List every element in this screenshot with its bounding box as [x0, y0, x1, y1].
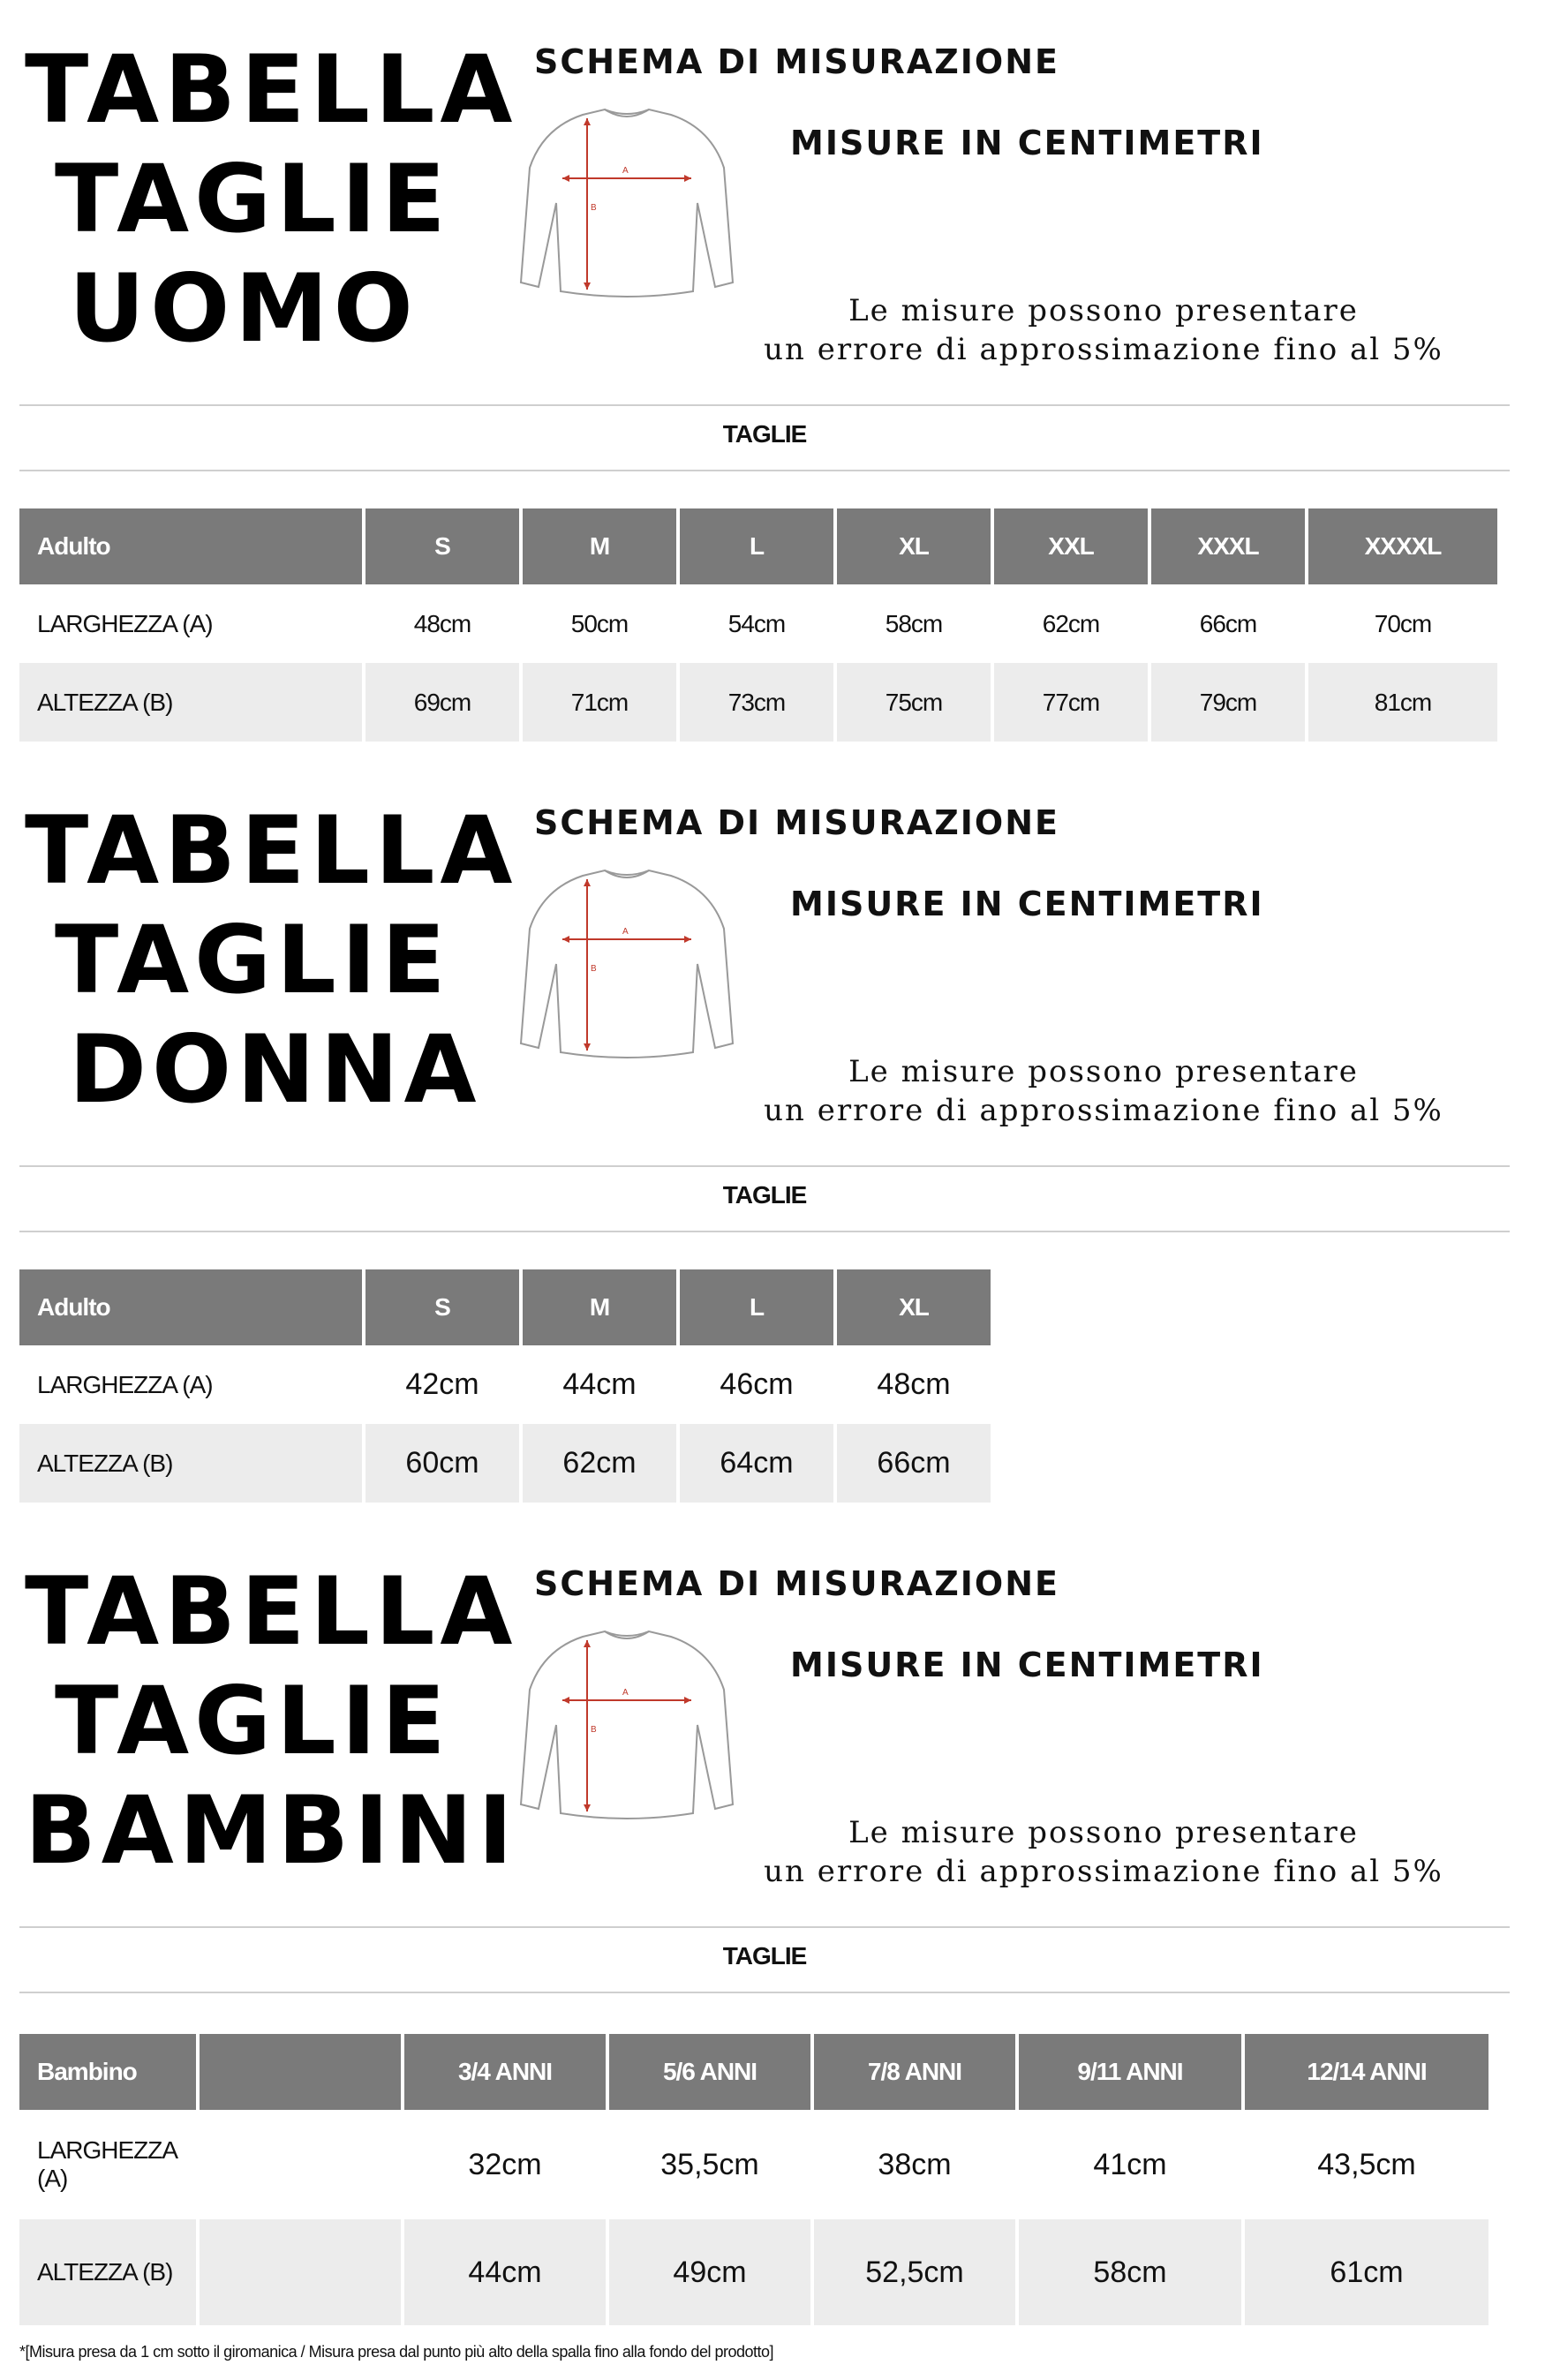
table-cell: 64cm [680, 1424, 833, 1503]
section-title [25, 796, 517, 1125]
note-line: un errore di approssimazione fino al 5% [764, 1093, 1443, 1128]
schema-label: SCHEMA DI MISURAZIONE [534, 1564, 1059, 1603]
header-cell: Adulto [19, 1269, 362, 1345]
header-cell: XL [837, 1269, 991, 1345]
title-line: TAGLIE [55, 1667, 451, 1775]
title-line: TABELLA [25, 1557, 518, 1666]
diagram-label-b: B [591, 964, 597, 974]
table-cell [200, 2110, 401, 2219]
table-cell [200, 2219, 401, 2325]
header-cell: L [680, 508, 833, 584]
header-cell: Adulto [19, 508, 362, 584]
footnote: *[Misura presa da 1 cm sotto il giromanica / Misura presa dal punto più alto della spalla fino alla fondo del prodotto] [19, 2343, 774, 2361]
table-cell: 70cm [1374, 609, 1432, 637]
section-title [25, 1557, 518, 1886]
table-cell: 52,5cm [814, 2219, 1015, 2325]
table-cell: 77cm [994, 663, 1148, 742]
row-label: ALTEZZA (B) [19, 2219, 196, 2325]
table-cell: 73cm [680, 663, 833, 742]
note-line: Le misure possono presentare [848, 1815, 1359, 1850]
table-cell: 69cm [366, 663, 519, 742]
table-cell: 43,5cm [1317, 2147, 1416, 2181]
note-line: Le misure possono presentare [848, 1054, 1359, 1089]
header-cell: M [523, 508, 676, 584]
section-title [25, 35, 517, 364]
table-cell: 60cm [366, 1424, 519, 1503]
table-cell: 66cm [1199, 609, 1257, 637]
note-line: un errore di approssimazione fino al 5% [764, 1854, 1443, 1889]
units-label: MISURE IN CENTIMETRI [790, 124, 1264, 162]
header-cell: M [523, 1269, 676, 1345]
header-cell [200, 2034, 401, 2110]
table-cell: 62cm [523, 1424, 676, 1503]
title-line: TABELLA [25, 796, 518, 905]
approximation-note [715, 1813, 1492, 1891]
header-cell: XL [837, 508, 991, 584]
title-line: UOMO [69, 254, 418, 363]
table-cell: 54cm [727, 609, 786, 637]
table-cell: 48cm [877, 1367, 951, 1401]
approximation-note [715, 1052, 1492, 1130]
table-cell: 66cm [837, 1424, 991, 1503]
shirt-diagram [516, 867, 737, 1070]
table-cell: 32cm [468, 2147, 542, 2181]
header-cell: 3/4 ANNI [404, 2034, 606, 2110]
table-cell: 41cm [1093, 2147, 1167, 2181]
size-table [16, 508, 1501, 742]
diagram-label-a: A [622, 927, 629, 937]
size-table [16, 2034, 1492, 2325]
table-cell: 81cm [1308, 663, 1497, 742]
table-cell: 49cm [609, 2219, 810, 2325]
table-cell: 38cm [878, 2147, 952, 2181]
diagram-label-b: B [591, 203, 597, 213]
shirt-diagram [516, 106, 737, 309]
table-row [19, 2110, 1488, 2219]
taglie-label: TAGLIE [722, 1181, 807, 1209]
header-cell: S [366, 1269, 519, 1345]
table-cell: 44cm [404, 2219, 606, 2325]
title-line: DONNA [69, 1015, 482, 1124]
taglie-label: TAGLIE [722, 1942, 807, 1970]
table-header-row [19, 2034, 1488, 2110]
table-row [19, 1345, 991, 1424]
units-label: MISURE IN CENTIMETRI [790, 885, 1264, 923]
approximation-note [715, 291, 1492, 369]
header-cell: XXXL [1151, 508, 1305, 584]
divider [19, 404, 1510, 406]
table-cell: 44cm [562, 1367, 637, 1401]
title-line: TAGLIE [55, 145, 451, 253]
table-cell: 79cm [1151, 663, 1305, 742]
divider [19, 1165, 1510, 1167]
table-cell: 61cm [1245, 2219, 1488, 2325]
table-cell: 71cm [523, 663, 676, 742]
header-cell: Bambino [19, 2034, 196, 2110]
row-label: LARGHEZZA (A) [37, 2136, 177, 2192]
header-cell: 5/6 ANNI [609, 2034, 810, 2110]
table-row [19, 2219, 1488, 2325]
title-line: BAMBINI [25, 1776, 518, 1885]
table-cell: 50cm [570, 609, 629, 637]
title-line: TABELLA [25, 35, 518, 144]
table-cell: 62cm [1042, 609, 1100, 637]
units-label: MISURE IN CENTIMETRI [790, 1646, 1264, 1684]
row-label: ALTEZZA (B) [19, 1424, 362, 1503]
size-table [16, 1269, 994, 1503]
table-header-row [19, 1269, 991, 1345]
shirt-diagram [516, 1628, 737, 1831]
table-cell: 75cm [837, 663, 991, 742]
table-cell: 46cm [720, 1367, 794, 1401]
header-cell: 9/11 ANNI [1019, 2034, 1241, 2110]
table-row [19, 663, 1497, 742]
header-cell: XXL [994, 508, 1148, 584]
schema-label: SCHEMA DI MISURAZIONE [534, 803, 1059, 842]
table-row [19, 584, 1497, 663]
diagram-label-b: B [591, 1725, 597, 1735]
taglie-label: TAGLIE [722, 420, 807, 448]
row-label: LARGHEZZA (A) [37, 1370, 213, 1398]
header-cell: XXXXL [1308, 508, 1497, 584]
diagram-label-a: A [622, 166, 629, 176]
divider [19, 1231, 1510, 1232]
row-label: LARGHEZZA (A) [37, 609, 213, 637]
note-line: un errore di approssimazione fino al 5% [764, 332, 1443, 367]
table-cell: 58cm [1019, 2219, 1241, 2325]
header-cell: 12/14 ANNI [1245, 2034, 1488, 2110]
table-cell: 42cm [405, 1367, 479, 1401]
table-cell: 48cm [413, 609, 471, 637]
table-row [19, 1424, 991, 1503]
table-header-row [19, 508, 1497, 584]
divider [19, 470, 1510, 471]
note-line: Le misure possono presentare [848, 293, 1359, 328]
header-cell: 7/8 ANNI [814, 2034, 1015, 2110]
divider [19, 1992, 1510, 1993]
row-label: ALTEZZA (B) [19, 663, 362, 742]
divider [19, 1926, 1510, 1928]
header-cell: S [366, 508, 519, 584]
schema-label: SCHEMA DI MISURAZIONE [534, 42, 1059, 81]
header-cell: L [680, 1269, 833, 1345]
title-line: TAGLIE [55, 906, 451, 1014]
diagram-label-a: A [622, 1688, 629, 1698]
table-cell: 58cm [885, 609, 943, 637]
table-cell: 35,5cm [660, 2147, 759, 2181]
